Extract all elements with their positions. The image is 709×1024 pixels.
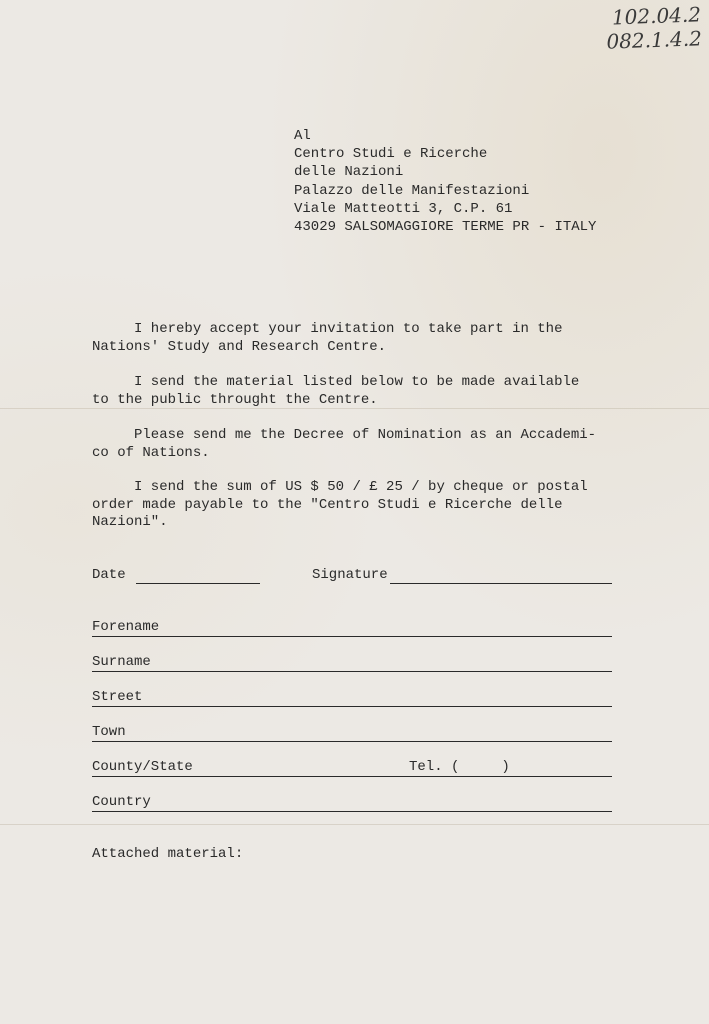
county-field[interactable]	[92, 757, 612, 777]
reference-line-2: 082.1.4.2	[605, 26, 702, 54]
county-line	[92, 776, 612, 777]
address-line: Palazzo delle Manifestazioni	[294, 182, 530, 199]
attached-material-label: Attached material:	[92, 846, 244, 862]
surname-line	[92, 671, 612, 672]
date-label: Date	[92, 567, 126, 583]
street-field[interactable]	[92, 687, 612, 707]
address-line: delle Nazioni	[294, 164, 404, 181]
forename-line	[92, 636, 612, 637]
reference-line-1: 102.04.2	[611, 2, 701, 30]
country-line	[92, 811, 612, 812]
signature-field[interactable]	[390, 583, 612, 584]
street-line	[92, 706, 612, 707]
town-field[interactable]	[92, 722, 612, 742]
country-field[interactable]	[92, 792, 612, 812]
country-label: Country	[92, 794, 151, 810]
forename-field[interactable]	[92, 617, 612, 637]
surname-field[interactable]	[92, 652, 612, 672]
material-paragraph: I send the material listed below to be made available to the public throught the Centre.	[92, 374, 580, 408]
town-line	[92, 741, 612, 742]
handwritten-reference	[605, 2, 702, 53]
county-label: County/State	[92, 759, 193, 775]
address-line: Al	[294, 128, 311, 144]
address-line: Viale Matteotti 3, C.P. 61	[294, 200, 513, 217]
surname-label: Surname	[92, 654, 151, 670]
address-line: Centro Studi e Ricerche	[294, 146, 488, 163]
town-label: Town	[92, 724, 126, 740]
payment-paragraph: I send the sum of US $ 50 / £ 25 / by cheque or postal order made payable to the "Centro Studi e Ricerche delle Nazioni".	[92, 479, 588, 530]
telephone-label: Tel. ( )	[409, 759, 510, 775]
acceptance-paragraph: I hereby accept your invitation to take part in the Nations' Study and Research Centre.	[92, 321, 563, 355]
address-line: 43029 SALSOMAGGIORE TERME PR - ITALY	[294, 219, 597, 236]
recipient-address	[294, 127, 596, 236]
date-field[interactable]	[136, 583, 260, 584]
fold-crease	[0, 824, 709, 825]
signature-label: Signature	[312, 567, 388, 583]
street-label: Street	[92, 689, 143, 705]
forename-label: Forename	[92, 619, 160, 635]
decree-paragraph: Please send me the Decree of Nomination as an Accademi- co of Nations.	[92, 427, 597, 461]
